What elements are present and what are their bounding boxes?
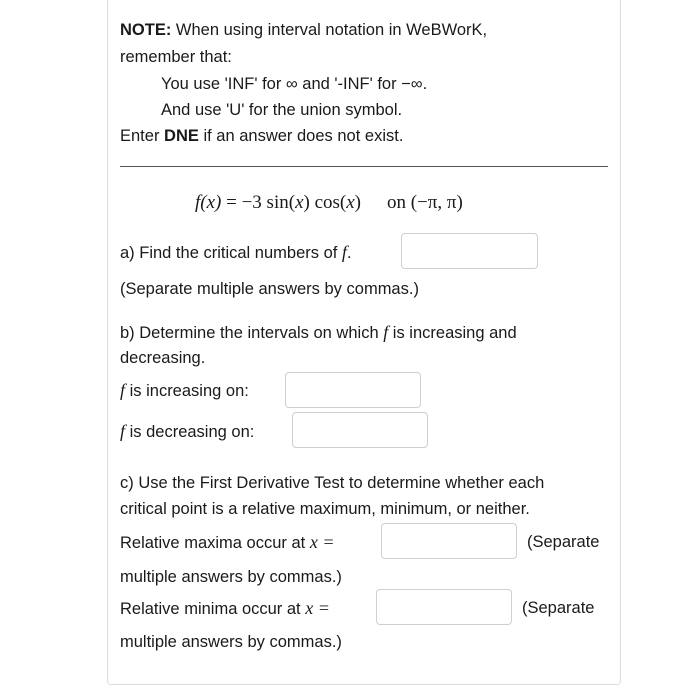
increasing-interval-input[interactable]	[285, 372, 421, 408]
critical-numbers-input[interactable]	[401, 233, 538, 269]
part-c-line-2: critical point is a relative maximum, minimum, or neither.	[120, 500, 530, 518]
part-a-hint: (Separate multiple answers by commas.)	[120, 280, 419, 298]
maxima-x-eq: x =	[309, 532, 335, 552]
formula-domain: on (−π, π)	[387, 192, 463, 213]
minima-multiple-hint: multiple answers by commas.)	[120, 633, 342, 651]
maxima-separate: (Separate	[527, 533, 600, 551]
note-inf-instruction: You use 'INF' for ∞ and '-INF' for −∞.	[161, 75, 428, 93]
part-a-prompt	[120, 240, 352, 265]
decreasing-f: f	[120, 421, 126, 441]
minima-x-eq: x =	[305, 598, 330, 618]
note-line-1-text: When using interval notation in WeBWorK,	[171, 21, 488, 39]
formula-close: )	[354, 192, 361, 213]
note-dne-line	[120, 124, 403, 148]
maxima-label	[120, 530, 334, 555]
note-line-2: remember that:	[120, 48, 232, 66]
note-dne-post: if an answer does not exist.	[198, 127, 404, 145]
note-line-1	[120, 18, 487, 42]
part-b-f: f	[383, 322, 389, 342]
function-formula	[195, 190, 463, 216]
note-dne-pre: Enter	[120, 127, 165, 145]
formula-x2: x	[346, 192, 355, 213]
minima-separate: (Separate	[522, 599, 595, 617]
part-a-f: f	[341, 242, 347, 262]
relative-minima-input[interactable]	[376, 589, 512, 625]
part-a-prompt-text: a) Find the critical numbers of	[120, 244, 342, 262]
minima-label	[120, 596, 330, 621]
part-a-dot: .	[346, 244, 352, 262]
decreasing-label	[120, 419, 254, 444]
formula-eq: = −3 sin(	[221, 192, 296, 213]
part-b-line-2: decreasing.	[120, 349, 206, 367]
maxima-label-text: Relative maxima occur at	[120, 534, 310, 552]
decreasing-label-text: is decreasing on:	[125, 423, 255, 441]
increasing-f: f	[120, 380, 126, 400]
part-b-line-1	[120, 320, 517, 345]
note-union-instruction: And use 'U' for the union symbol.	[161, 101, 403, 119]
note-label: NOTE:	[120, 21, 172, 39]
formula-x1: x	[295, 192, 304, 213]
increasing-label	[120, 378, 249, 403]
part-b-line-1-post: is increasing and	[388, 324, 517, 342]
increasing-label-text: is increasing on:	[125, 382, 249, 400]
relative-maxima-input[interactable]	[381, 523, 517, 559]
divider	[120, 166, 608, 167]
formula-mid: ) cos(	[303, 192, 347, 213]
note-dne-keyword: DNE	[164, 127, 199, 145]
part-b-line-1-pre: b) Determine the intervals on which	[120, 324, 384, 342]
maxima-multiple-hint: multiple answers by commas.)	[120, 568, 342, 586]
decreasing-interval-input[interactable]	[292, 412, 428, 448]
part-c-line-1: c) Use the First Derivative Test to determine whether each	[120, 474, 545, 492]
minima-label-text: Relative minima occur at	[120, 600, 306, 618]
formula-lhs: f(x)	[195, 192, 222, 213]
